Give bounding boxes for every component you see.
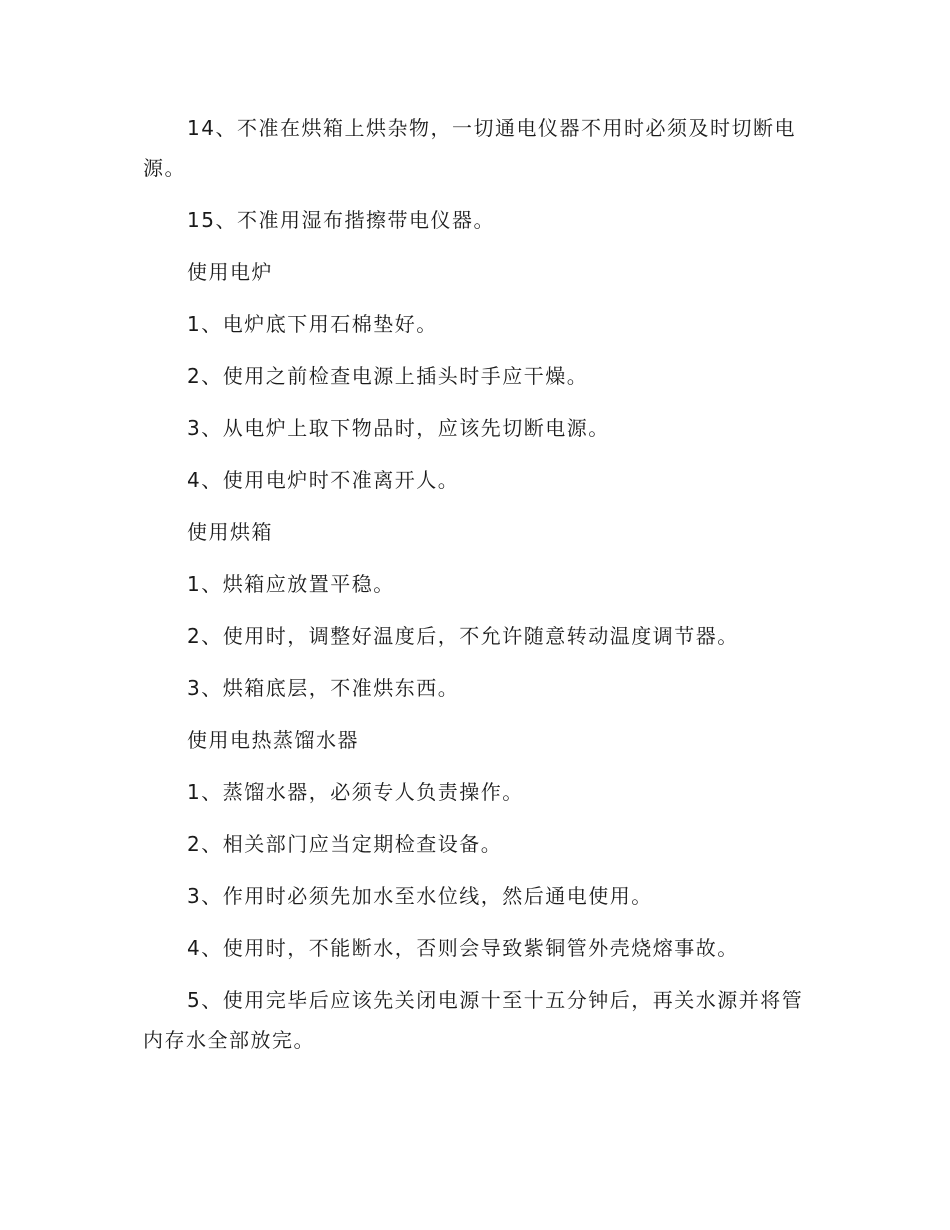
section-heading-electric-stove: 使用电炉 bbox=[187, 260, 273, 284]
paragraph-oven-rule-2: 2、使用时，调整好温度后，不允许随意转动温度调节器。 bbox=[187, 624, 739, 648]
paragraph-rule-14: 14、不准在烘箱上烘杂物，一切通电仪器不用时必须及时切断电源。 bbox=[143, 116, 796, 180]
paragraph-rule-15: 15、不准用湿布揩擦带电仪器。 bbox=[187, 208, 495, 232]
paragraph-stove-rule-2: 2、使用之前检查电源上插头时手应干燥。 bbox=[187, 364, 589, 388]
document-body bbox=[143, 108, 807, 1060]
paragraph-distiller-rule-5: 5、使用完毕后应该先关闭电源十至十五分钟后，再关水源并将管内存水全部放完。 bbox=[143, 988, 804, 1052]
section-heading-distiller: 使用电热蒸馏水器 bbox=[187, 728, 359, 752]
section-heading-oven: 使用烘箱 bbox=[187, 520, 273, 544]
paragraph-distiller-rule-3: 3、作用时必须先加水至水位线，然后通电使用。 bbox=[187, 884, 653, 908]
paragraph-oven-rule-1: 1、烘箱应放置平稳。 bbox=[187, 572, 395, 596]
paragraph-oven-rule-3: 3、烘箱底层，不准烘东西。 bbox=[187, 676, 460, 700]
paragraph-distiller-rule-2: 2、相关部门应当定期检查设备。 bbox=[187, 832, 503, 856]
paragraph-stove-rule-1: 1、电炉底下用石棉垫好。 bbox=[187, 312, 438, 336]
paragraph-stove-rule-3: 3、从电炉上取下物品时，应该先切断电源。 bbox=[187, 416, 610, 440]
paragraph-stove-rule-4: 4、使用电炉时不准离开人。 bbox=[187, 468, 460, 492]
paragraph-distiller-rule-4: 4、使用时，不能断水，否则会导致紫铜管外壳烧熔事故。 bbox=[187, 936, 739, 960]
paragraph-distiller-rule-1: 1、蒸馏水器，必须专人负责操作。 bbox=[187, 780, 524, 804]
